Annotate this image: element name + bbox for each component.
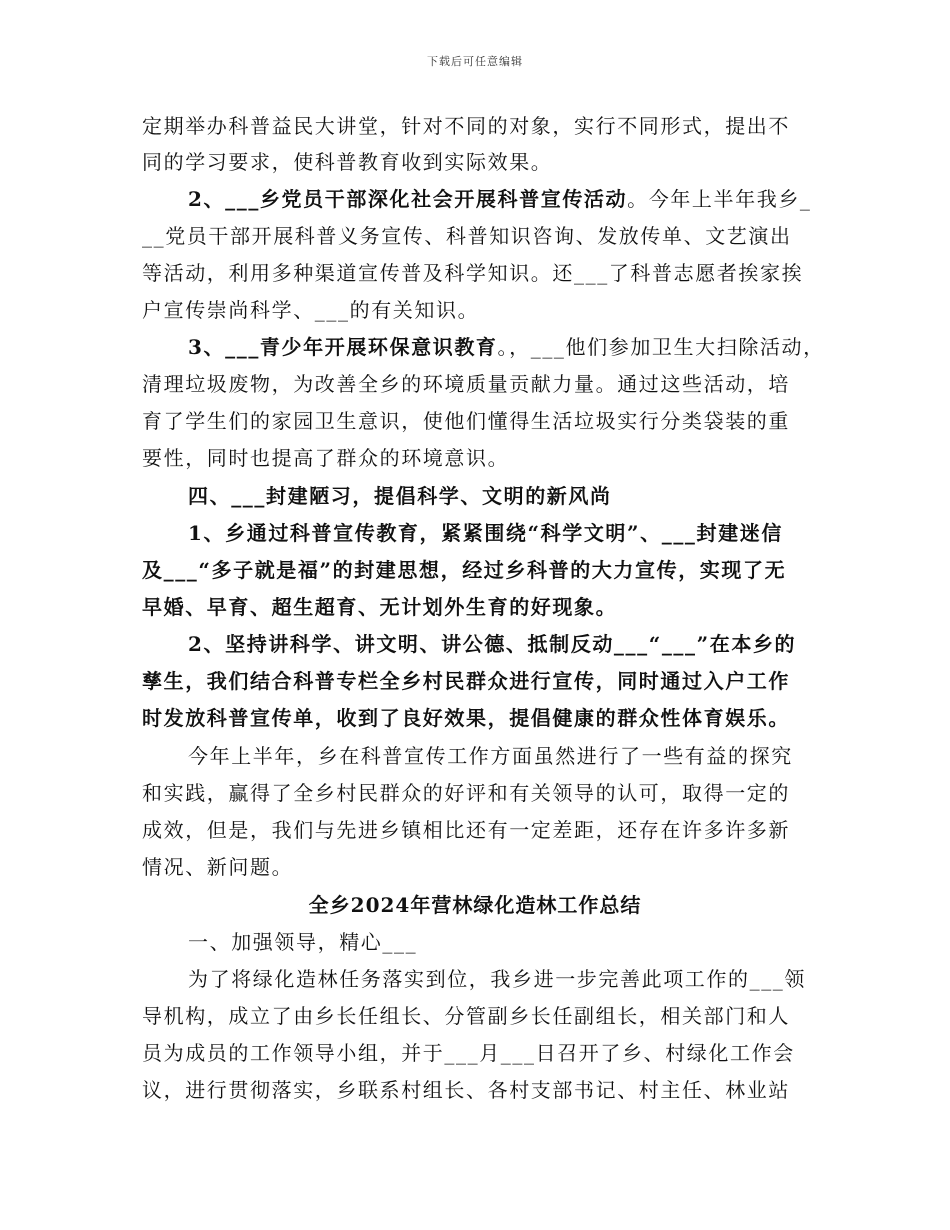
paragraph-line: 户宣传崇尚科学、___的有关知识。 bbox=[142, 298, 480, 322]
section-heading: 四、___封建陋习，提倡科学、文明的新风尚 bbox=[188, 484, 612, 508]
paragraph-line: __党员干部开展科普义务宣传、科普知识咨询、发放传单、文艺演出 bbox=[142, 224, 792, 248]
item-text: 。今年上半年我乡_ bbox=[627, 187, 812, 211]
paragraph-line: 要性，同时也提高了群众的环境意识。 bbox=[142, 446, 510, 470]
item-line bbox=[188, 335, 825, 359]
paragraph-line: 清理垃圾废物，为改善全乡的环境质量贡献力量。通过这些活动，培 bbox=[142, 372, 790, 396]
bold-paragraph-line: 及___“多子就是福”的封建思想，经过乡科普的大力宣传，实现了无 bbox=[142, 558, 787, 582]
paragraph-line: 员为成员的工作领导小组，并于___月___日召开了乡、村绿化工作会 bbox=[142, 1041, 795, 1065]
item-heading: 2、___乡党员干部深化社会开展科普宣传活动 bbox=[188, 187, 628, 211]
bold-paragraph-line: 1、乡通过科普宣传教育，紧紧围绕“科学文明”、___封建迷信 bbox=[188, 521, 783, 545]
item-heading: 3、___青少年开展环保意识教育 bbox=[188, 335, 498, 359]
paragraph-line: 定期举办科普益民大讲堂，针对不同的对象，实行不同形式，提出不 bbox=[142, 114, 790, 138]
item-line bbox=[188, 187, 812, 211]
bold-paragraph-line: 早婚、早育、超生超育、无计划外生育的好现象。 bbox=[142, 595, 618, 619]
paragraph-line: 等活动，利用多种渠道宣传普及科学知识。还___了科普志愿者挨家挨 bbox=[142, 261, 804, 285]
paragraph-line: 议，进行贯彻落实，乡联系村组长、各村支部书记、村主任、林业站 bbox=[142, 1078, 790, 1102]
paragraph-line: 今年上半年，乡在科普宣传工作方面虽然进行了一些有益的探究 bbox=[188, 744, 793, 768]
paragraph-line: 成效，但是，我们与先进乡镇相比还有一定差距，还存在许多许多新 bbox=[142, 818, 790, 842]
paragraph-line: 同的学习要求，使科普教育收到实际效果。 bbox=[142, 150, 553, 174]
bold-paragraph-line: 时发放科普宣传单，收到了良好效果，提倡健康的群众性体育娱乐。 bbox=[142, 706, 790, 730]
paragraph-line: 育了学生们的家园卫生意识，使他们懂得生活垃圾实行分类袋装的重 bbox=[142, 409, 790, 433]
paragraph-line: 导机构，成立了由乡长任组长、分管副乡长任副组长，相关部门和人 bbox=[142, 1004, 790, 1028]
paragraph-line: 为了将绿化造林任务落实到位，我乡进一步完善此项工作的___领 bbox=[188, 967, 806, 991]
page-header: 下载后可任意编辑 bbox=[427, 55, 523, 68]
paragraph-line: 和实践，赢得了全乡村民群众的好评和有关领导的认可，取得一定的 bbox=[142, 781, 790, 805]
item-text: 。，___他们参加卫生大扫除活动， bbox=[497, 335, 825, 359]
bold-paragraph-line: 2、坚持讲科学、讲文明、讲公德、抵制反动___“___”在本乡的 bbox=[188, 632, 797, 656]
paragraph-line: 情况、新问题。 bbox=[142, 855, 294, 879]
section-heading: 一、加强领导，精心___ bbox=[188, 930, 418, 954]
document-title: 全乡2024年营林绿化造林工作总结 bbox=[308, 893, 642, 917]
bold-paragraph-line: 孳生，我们结合科普专栏全乡村民群众进行宣传，同时通过入户工作 bbox=[142, 669, 790, 693]
